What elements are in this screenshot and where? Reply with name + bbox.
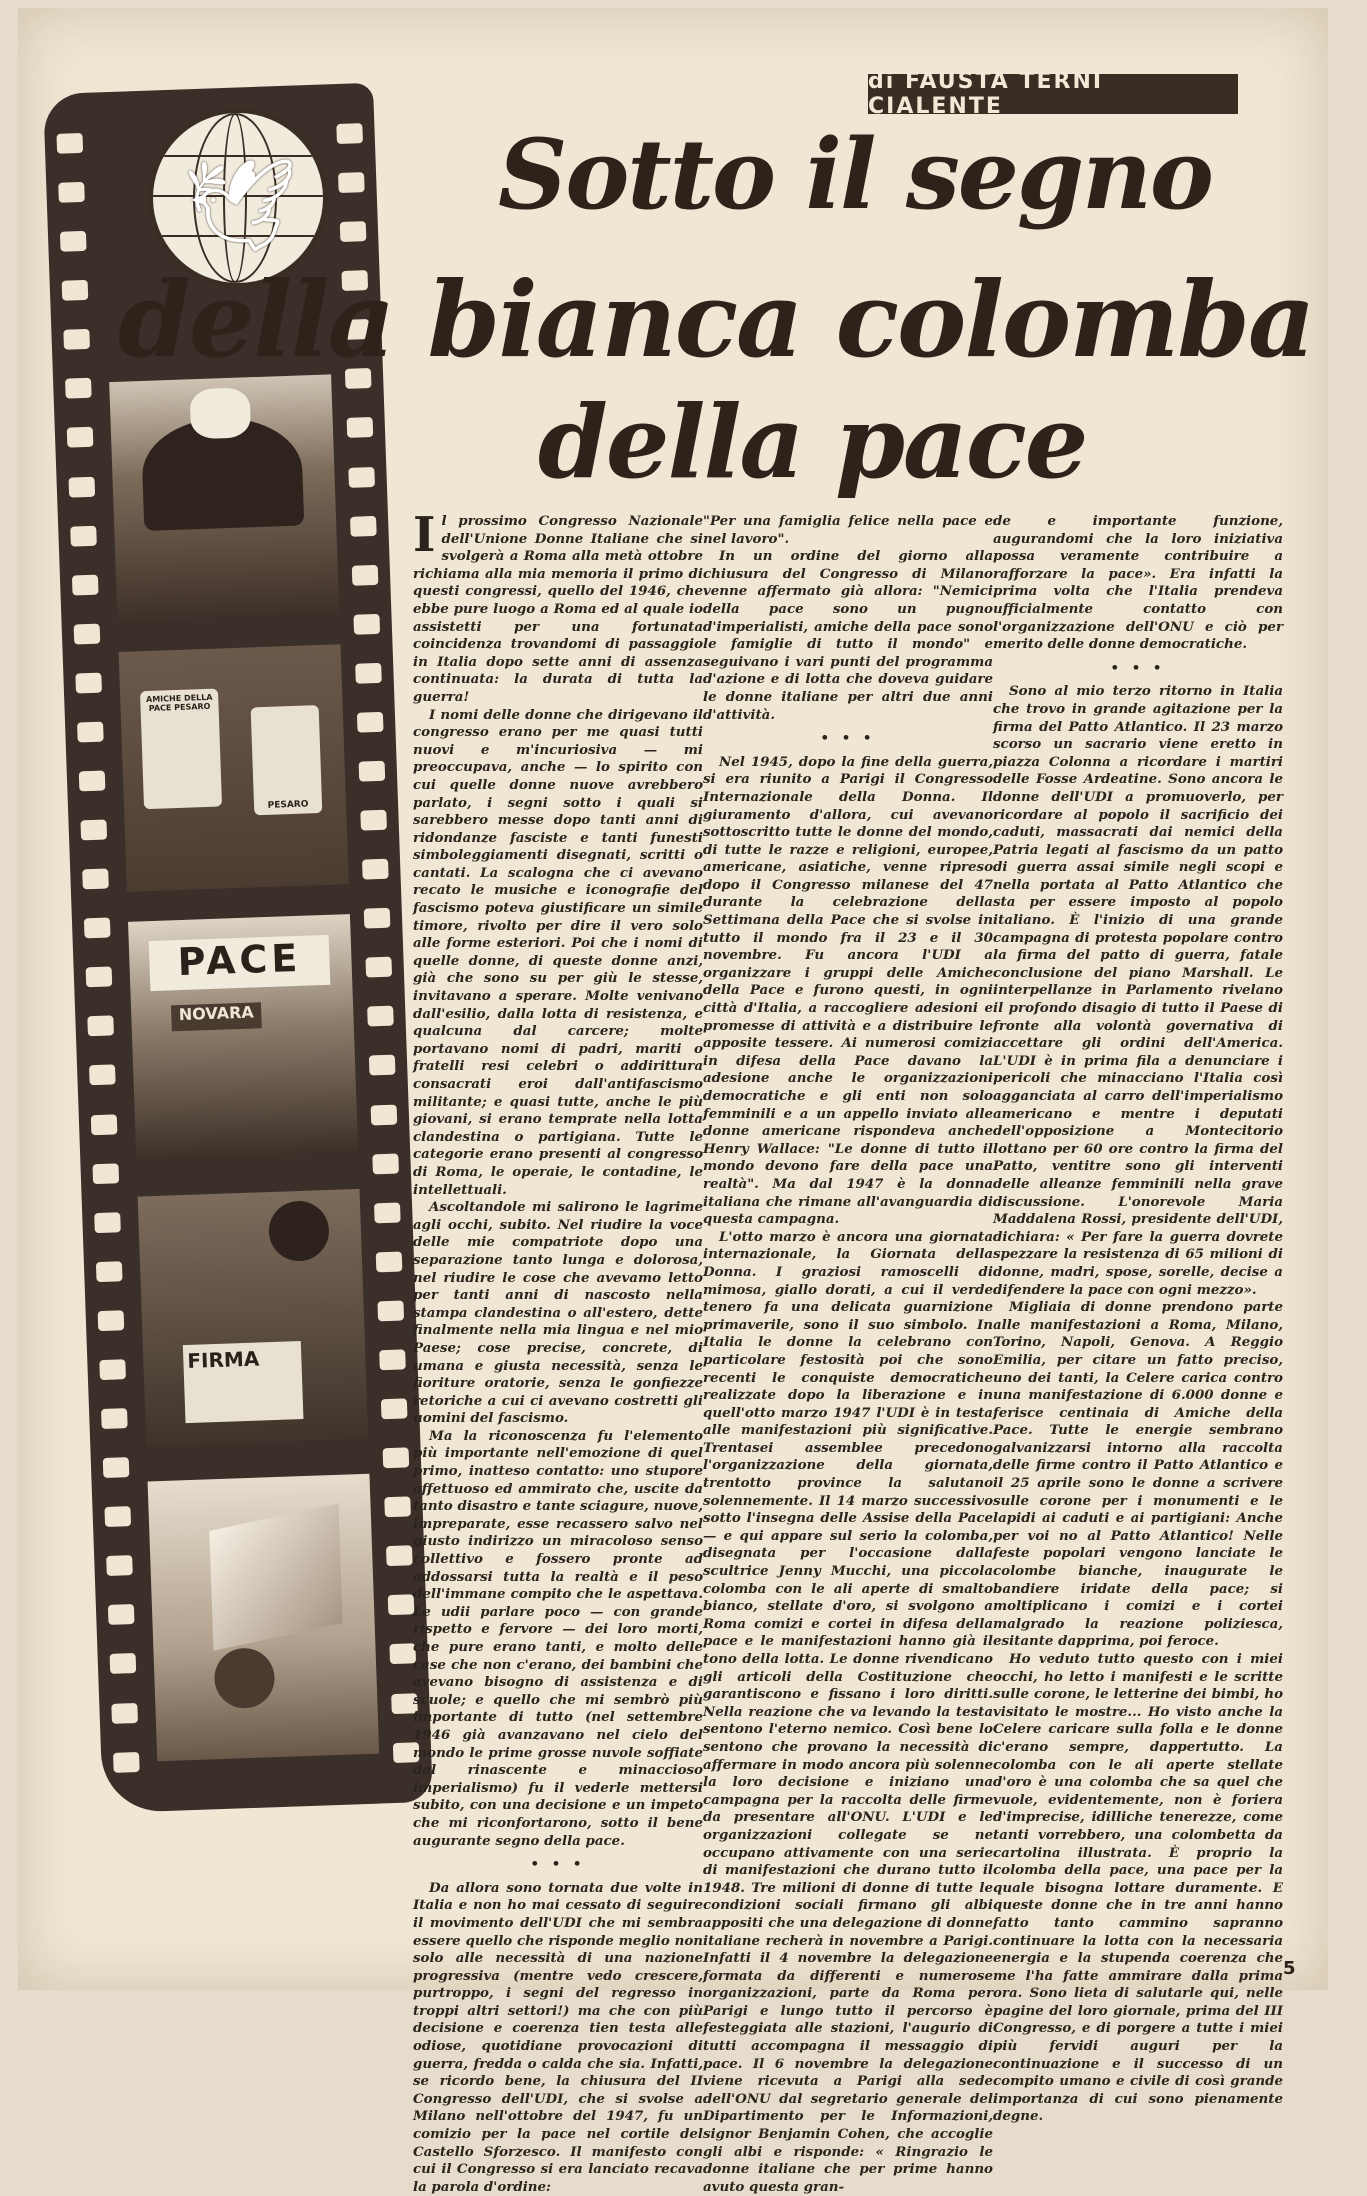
- paragraph: Ma la riconoscenza fu l'elemento più importante nell'emozione di quel primo, inatteso contatto: uno stupore affettuoso ed ammirato che, uscite da tanto disastro e tante sciagure, nuove, impreparate, esse recassero salvo nel giusto indirizzo un miracoloso senso collettivo e fossero pronte ad addossarsi tutta la realtà e il peso dell'immane compito che le aspettava. Le udii parlare poco — con grande rispetto e fervore — dei loro morti, che pure erano tanti, e molto delle case che non c'erano, dei bambini che avevano bisogno di assistenza e di scuole; e quello che mi sembrò più importante di tutto (nel settembre 1946 già avanzavano nel cielo del mondo le prime grosse nuvole soffiate dal rinascente e minaccioso imperialismo) fu il vederle mettersi subito, con una decisione e un impeto che mi riconfortarono, sotto il bene augurante segno della pace.: [413, 1427, 703, 1849]
- paragraph: Il prossimo Congresso Nazionale dell'Unione Donne Italiane che si svolgerà a Roma alla metà ottobre richiama alla mia memoria il primo di questi congressi, quello del 1946, che ebbe pure luogo a Roma ed al quale io assistetti per una fortunata coincidenza trovandomi di passaggio in Italia dopo sette anni di assenza continuata: la durata di tutta la guerra!: [413, 507, 703, 705]
- paragraph: Da allora sono tornata due volte in Italia e non ho mai cessato di seguire il movimento dell'UDI che mi sembra essere quello che risponde meglio non solo alle necessità di una nazione progressiva (mentre vedo crescere, purtroppo, i segni del regresso in troppi altri settori!) ma che con più decisione e coerenza tien testa alle odiose, quotidiane provocazioni di guerra, fredda o calda che sia. Infatti, se ricordo bene, la chiusura del II Congresso dell'UDI, che si svolse a Milano nell'ottobre del 1947, fu un comizio per la pace nel cortile del Castello Sforzesco. Il manifesto con cui il Congresso si era lanciato recava la parola d'ordine:: [413, 1879, 703, 2195]
- paragraph: "Per una famiglia felice nella pace e nel lavoro".: [703, 513, 993, 547]
- paragraph: In un ordine del giorno alla chiusura del Congresso di Milano venne affermato già allora: "Nemici della pace sono un pugno d'imperialisti, amiche della pace sono le famiglie di tutto il mondo" e seguivano i vari punti del programma d'azione e di lotta che doveva guidare le donne italiane per altri due anni d'attività.: [703, 548, 993, 723]
- photo-frame-3: [128, 914, 358, 1162]
- paragraph: Ho veduto tutto questo con i miei occhi, ho letto i manifesti e le scritte sulle corone, le letterine dei bimbi, ho visitato le mostre... Ho visto anche la Celere caricare sulla folla e le donne c'erano sempre, dappertutto. La colomba con le ali aperte stellate d'oro è una colomba che sa quel che vuole, evidentemente, non è foriera d'imprecise, idilliche tenerezze, come tanti vorrebbero, una colombetta da cartolina illustrata. È proprio la colomba della pace, una pace per la quale bisogna lottare duramente. E queste donne che in tre anni hanno fatto tanto cammino sapranno continuare la lotta con la necessaria energia e la stupenda coerenza che me l'ha fatte ammirare dalla prima ora. Sono lieta di salutarle qui, nelle pagine del loro giornale, prima del III Congresso, e di porgere a tutte i miei più fervidi auguri per la continuazione e il successo di un compito umano e civile di così grande importanza di cui sono pienamente degne.: [993, 1651, 1283, 2125]
- photo-banner-2: PESARO: [251, 705, 323, 815]
- section-separator: • • •: [1110, 659, 1166, 676]
- photo-banner-1: AMICHE DELLA PACE PESARO: [140, 689, 222, 810]
- title-line-2: della bianca colomba: [118, 258, 1314, 381]
- paragraph: Ascoltandole mi salirono le lagrime agli occhi, subito. Nel riudire la voce delle mie compatriote dopo una separazione tanto lunga e dolorosa, nel riudire le cose che avevamo letto per tanti anni di nascosto nella stampa clandestina o all'estero, dette finalmente nella mia lingua e nel mio Paese; cose precise, concrete, di umana e giusta necessità, senza le fioriture oratorie, senza le gonfiezze retoriche a cui ci avevano costretti gli uomini del fascismo.: [413, 1199, 703, 1427]
- photo-sign-firma: FIRMA: [183, 1341, 304, 1423]
- section-separator: • • •: [820, 730, 876, 747]
- paragraph: Nel 1945, dopo la fine della guerra, si era riunito a Parigi il Congresso Internazionale della Donna. Il giuramento d'allora, cui avevano sottoscritto tutte le donne del mondo, di tutte le razze e religioni, europee, americane, asiatiche, venne ripreso dopo il Congresso milanese del 47 durante la celebrazione della Settimana della Pace che si svolse in tutto il mondo fra il 23 e il 30 novembre. Fu ancora l'UDI a organizzare i gruppi delle Amiche della Pace e furono questi, in ogni città d'Italia, a raccogliere adesioni e promesse di attività e a distribuire le apposite tessere. Ai numerosi comizi in difesa della Pace davano la adesione anche le organizzazioni democratiche e gli enti non solo femminili e a un appello inviato alle donne americane rispondeva anche Henry Wallace: "Le donne di tutto il mondo devono fare della pace una realtà". Ma dal 1947 è la donna italiana che rimane all'avanguardia di questa campagna.: [703, 753, 993, 1228]
- photo-sign-novara: NOVARA: [171, 1002, 262, 1031]
- paragraph: Migliaia di donne prendono parte alle manifestazioni a Roma, Milano, Torino, Napoli, Genova. A Reggio Emilia, per citare un fatto preciso, uno dei tanti, la Celere carica contro una manifestazione di 6.000 donne e ferisce centinaia di Amiche della Pace. Tutte le energie sembrano galvanizzarsi intorno alla raccolta delle firme contro il Patto Atlantico e il 25 aprile sono le donne a scrivere sulle corone per i monumenti e le lapidi ai caduti e ai partigiani: Anche per voi no al Patto Atlantico! Nelle feste popolari vengono lanciate le colombe bianche, inaugurate le bandiere iridate della pace; si moltiplicano i comizi e i cortei malgrado la reazione poliziesca, esitante dapprima, poi feroce.: [993, 1299, 1283, 1650]
- title-line-1: Sotto il segno: [498, 118, 1212, 231]
- byline: di FAUSTA TERNI CIALENTE: [868, 74, 1238, 114]
- dove-icon: 🕊: [183, 153, 298, 258]
- article-column-3: [993, 513, 1283, 2126]
- photo-frame-1: [109, 374, 339, 622]
- paragraph: de e importante funzione, augurandomi che la loro iniziativa possa veramente contribuire a rafforzare la pace». Era infatti la prima volta che l'Italia prendeva ufficialmente contatto con l'organizzazione dell'ONU e ciò per merito delle donne democratiche.: [993, 513, 1283, 653]
- drop-cap: I: [413, 507, 436, 563]
- photo-frame-4: [138, 1189, 369, 1447]
- article-column-2: [703, 513, 993, 2196]
- article-column-1: [413, 507, 703, 2196]
- magazine-page: [18, 8, 1328, 2195]
- title-line-3: della pace: [538, 383, 1087, 501]
- paragraph: Sono al mio terzo ritorno in Italia che trovo in grande agitazione per la firma del Patto Atlantico. Il 23 marzo scorso un sacrario viene eretto in piazza Colonna a ricordare i martiri delle Fosse Ardeatine. Sono ancora le donne dell'UDI a promuoverlo, per ricordare al popolo il sacrificio dei caduti, massacrati dai nemici della Patria legati al fascismo da un patto di guerra assai simile negli scopi e nella portata al Patto Atlantico che sta per essere imposto al popolo italiano. È l'inizio di una grande campagna di protesta popolare contro la firma del patto di guerra, fatale conclusione del piano Marshall. Le interpellanze in Parlamento rivelano il profondo disagio di tutto il Paese di fronte alla volontà governativa di accettare gli ordini dell'America. L'UDI è in prima fila a denunciare i pericoli che minacciano l'Italia così agganciata al carro dell'imperialismo americano e mentre i deputati dell'opposizione a Montecitorio lottano per 60 ore contro la firma del Patto, ventitre sono gli interventi delle alleanze femminili nella grave discussione. L'onorevole Maria Maddalena Rossi, presidente dell'UDI, dichiara: « Per fare la guerra dovrete spezzare la resistenza di 65 milioni di donne, madri, spose, sorelle, decise a difendere la pace con ogni mezzo».: [993, 683, 1283, 1298]
- photo-frame-2: [119, 644, 349, 892]
- paragraph: I nomi delle donne che dirigevano il congresso erano per me quasi tutti nuovi e m'incuriosiva — mi preoccupava, anche — lo spirito con cui quelle donne nuove avrebbero parlato, i segni sotto i quali si sarebbero messe dopo tanti anni di ridondanze fasciste e tanti funesti simboleggiamenti disegnati, scritti o cantati. La scalogna che ci avevano recato le musiche e iconografie del fascismo poteva giustificare un simile timore, rivolto per dire il vero solo alle forme esteriori. Poi che i nomi di quelle donne, di queste donne anzi, già che sono su per giù le stesse, invitavano a sperare. Molte venivano dall'esilio, dalla lotta di resistenza, e qualcuna dal carcere; molte portavano nomi di padri, mariti o fratelli resi celebri o addirittura consacrati eroi dall'antifascismo militante; e quasi tutte, anche le più giovani, si erano temprate nella lotta clandestina o partigiana. Tutte le categorie erano presenti al congresso di Roma, le operaie, le contadine, le intellettuali.: [413, 706, 703, 1198]
- photo-frame-5: [148, 1474, 380, 1762]
- section-separator: • • •: [530, 1856, 586, 1873]
- page-number: 5: [1283, 1958, 1296, 1979]
- paragraph: L'otto marzo è ancora una giornata internazionale, la Giornata della Donna. I graziosi ramoscelli di mimosa, giallo dorati, a cui il verde tenero fa una delicata guarnizione primaverile, sono il suo simbolo. In Italia le donne la celebrano con particolare festosità poi che sono recenti le conquiste democratiche realizzate dopo la liberazione e in quell'otto marzo 1947 l'UDI è in testa alle manifestazioni più significative. Trentasei assemblee precedono l'organizzazione della giornata, trentotto province la salutano solennemente. Il 14 marzo successivo sotto l'insegna delle Assise della Pace — e qui appare sul serio la colomba, disegnata per l'occasione dalla scultrice Jenny Mucchi, una piccola colomba con le ali aperte di smalto bianco, stellate d'oro, si svolgono a Roma comizi e cortei in difesa della pace e le manifestazioni hanno già il tono della lotta. Le donne rivendicano gli articoli della Costituzione che garantiscono e fissano i loro diritti. Nella reazione che va levando la testa sentono l'eterno nemico. Così bene lo sentono che provano la necessità di affermare in modo ancora più solenne la loro decisione e iniziano una campagna per la raccolta delle firme da presentare all'ONU. L'UDI e le organizzazioni collegate se ne occupano attivamente con una serie di manifestazioni che durano tutto il 1948. Tre milioni di donne di tutte le condizioni sociali firmano gli albi appositi che una delegazione di donne italiane recherà in novembre a Parigi. Infatti il 4 novembre la delegazione formata da differenti e numerose organizzazioni, parte da Roma per Parigi e lungo tutto il percorso è festeggiata alle stazioni, l'augurio di tutti accompagna il messaggio di pace. Il 6 novembre la delegazione viene ricevuta a Parigi alla sede dell'ONU dal segretario generale del Dipartimento per le Informazioni, signor Benjamin Cohen, che accoglie gli albi e risponde: « Ringrazio le donne italiane che per prime hanno avuto questa gran-: [703, 1228, 993, 2195]
- photo-sign-pace: PACE: [149, 935, 331, 991]
